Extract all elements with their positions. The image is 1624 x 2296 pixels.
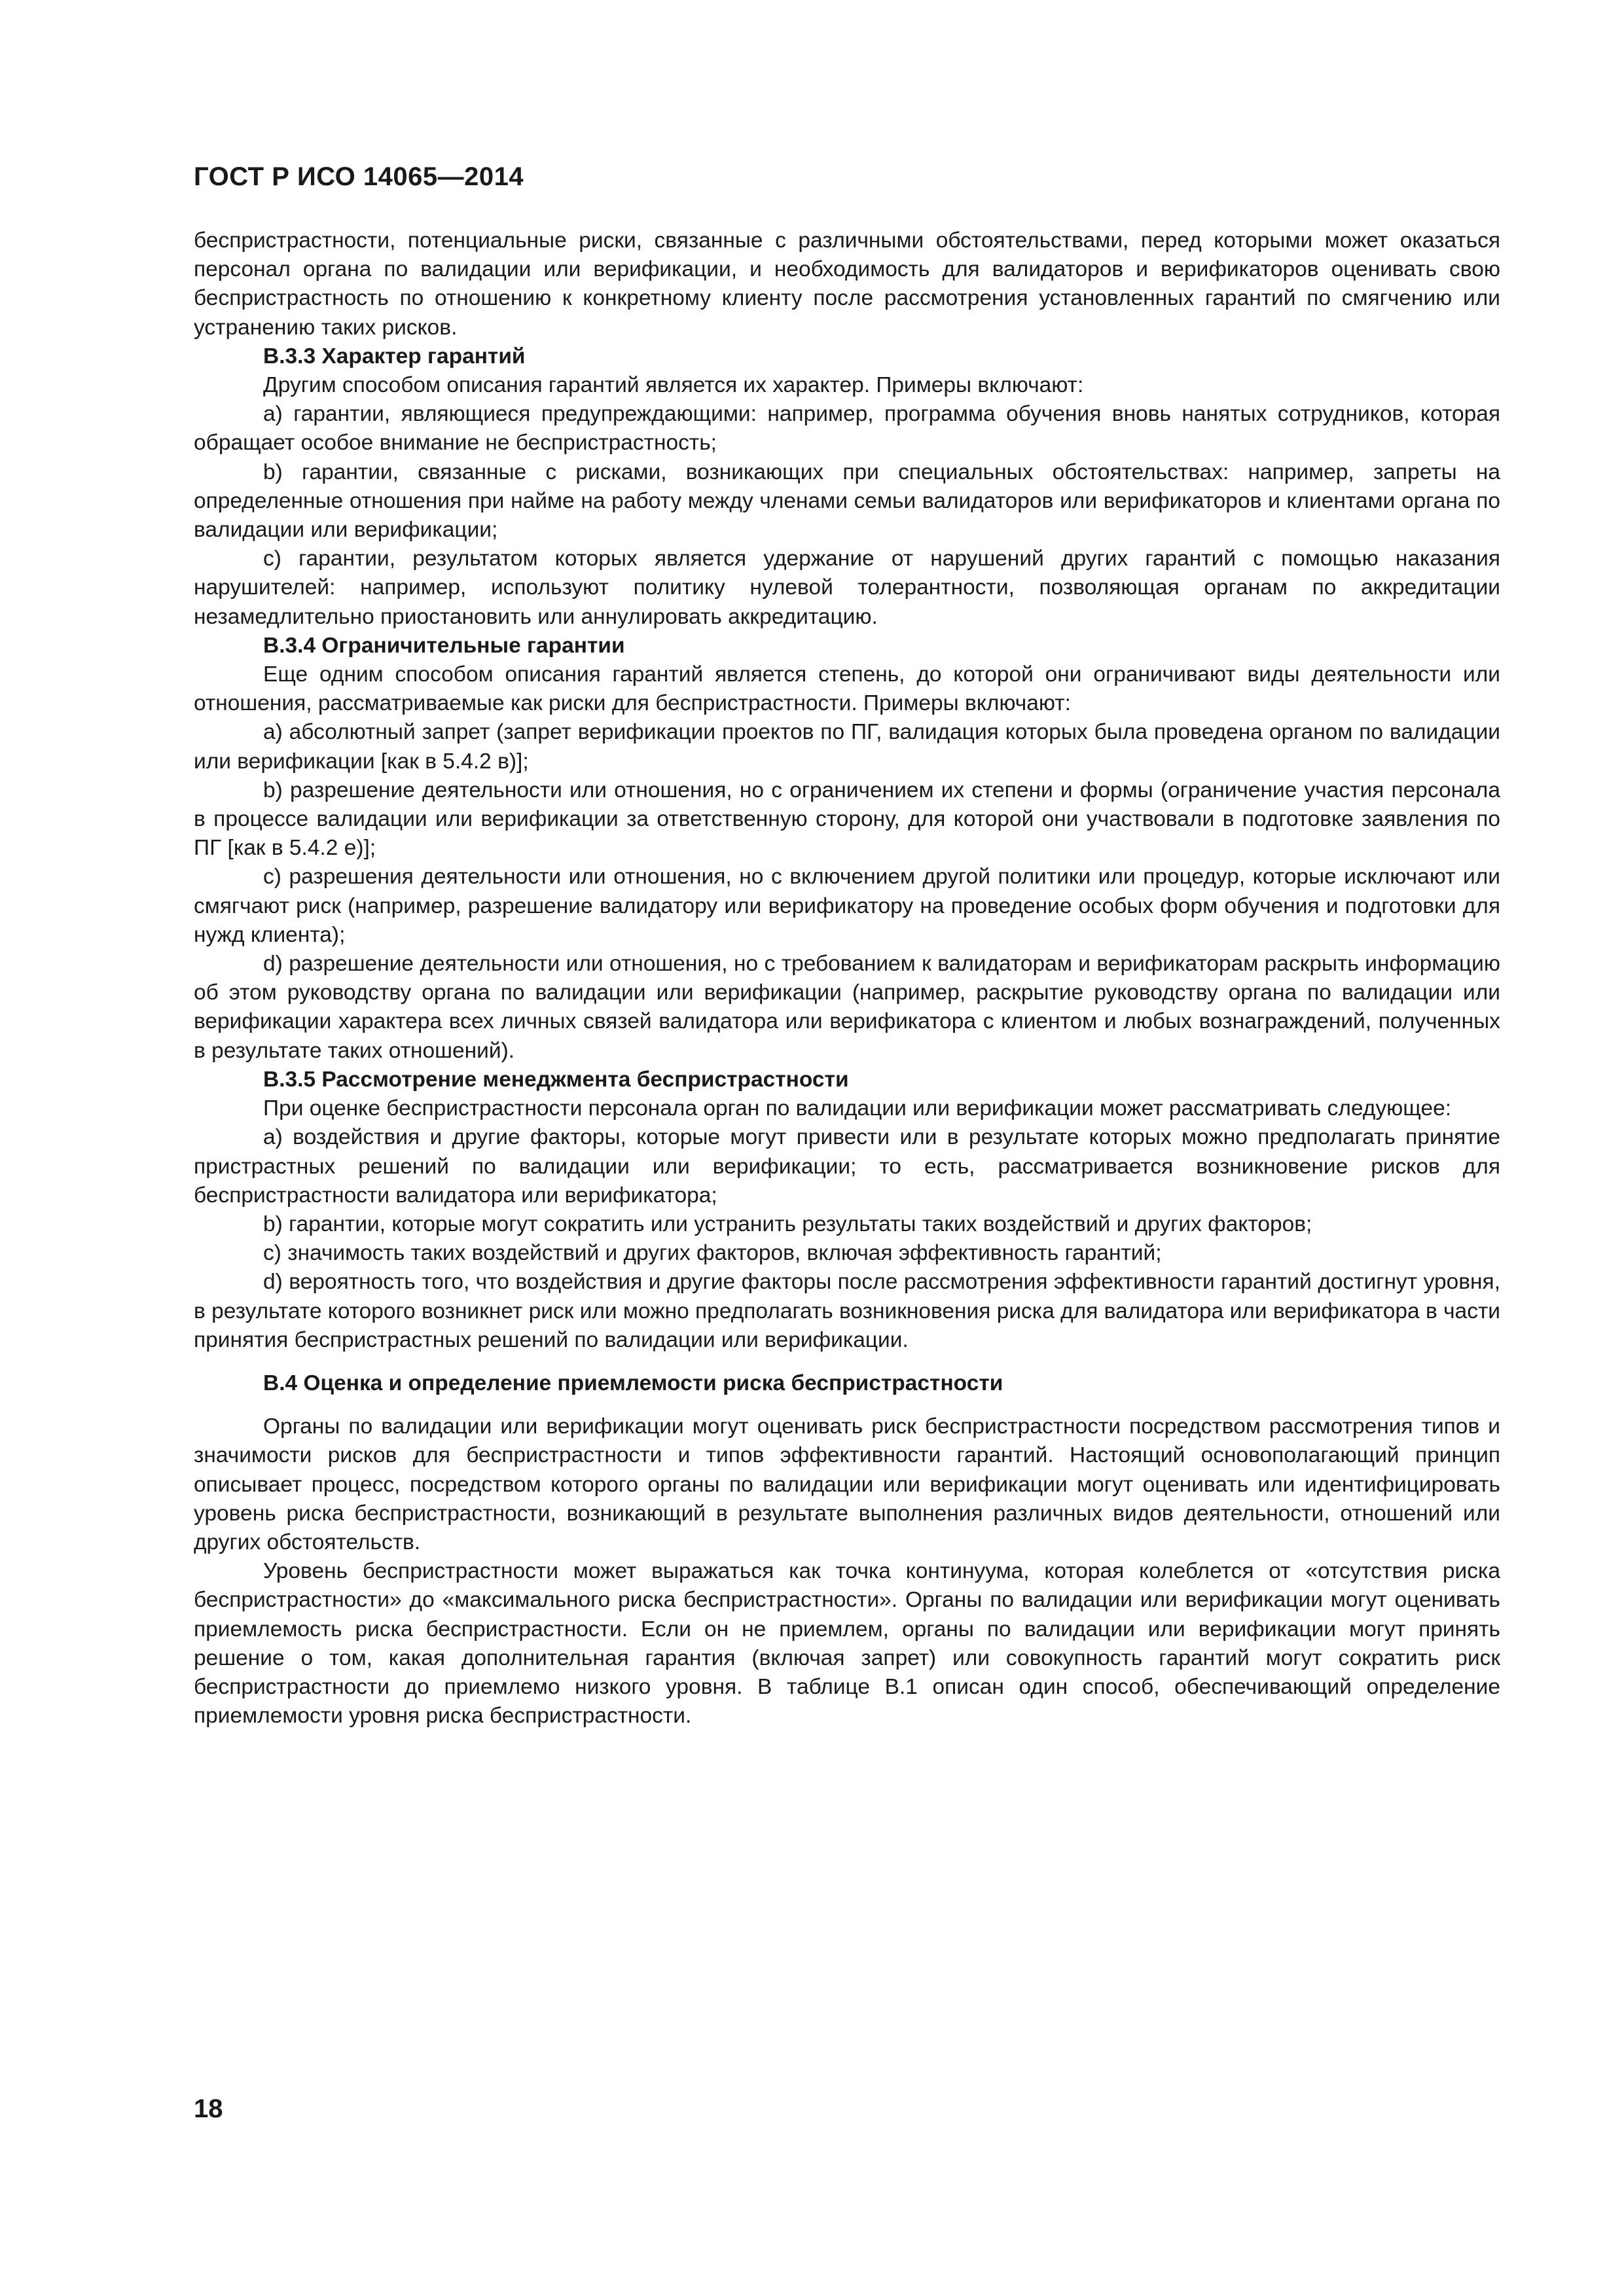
page-number: 18: [194, 2094, 223, 2123]
paragraph-b34-lead: Еще одним способом описания гарантий является степень, до которой они ограничивают виды деятельности или отношения, рассматриваемые как риски для беспристрастности. Примеры включают:: [194, 662, 1500, 716]
list-item-b35-a: a) воздействия и другие факторы, которые могут привести или в результате которых можно предполагать принятие пристрастных решений по валидации или верификации; то есть, рассматривается возникновение рисков для беспристрастности валидатора или верификатора;: [194, 1125, 1500, 1208]
section-heading-b33: B.3.3 Характер гарантий: [263, 344, 526, 368]
list-item-b33-b: b) гарантии, связанные с рисками, возникающих при специальных обстоятельствах: например, запреты на определенные отношения при найме на работу между членами семьи валидаторов или верификаторов и клиентами органа по валидации или верификации;: [194, 459, 1500, 543]
section-heading-b34: B.3.4 Ограничительные гарантии: [263, 633, 625, 658]
document-body: [194, 226, 1500, 1731]
list-item-b34-a: a) абсолютный запрет (запрет верификации проектов по ПГ, валидация которых была проведена органом по валидации или верификации [как в 5.4.2 в)];: [194, 720, 1500, 774]
paragraph-b4-2: Уровень беспристрастности может выражаться как точка континуума, которая колеблется от «отсутствия риска беспристрастности» до «максимального риска беспристрастности». Органы по валидации или верификации могут оценивать приемлемость риска беспристрастности. Если он не приемлем, органы по валидации или верификации могут принять решение о том, какая дополнительная гарантия (включая запрет) или совокупность гарантий могут сократить риск беспристрастности до приемлемо низкого уровня. В таблице B.1 описан один способ, обеспечивающий определение приемлемости уровня риска беспристрастности.: [194, 1559, 1500, 1729]
paragraph-b33-lead: Другим способом описания гарантий является их характер. Примеры включают:: [263, 373, 1084, 398]
list-item-b33-a: a) гарантии, являющиеся предупреждающими: например, программа обучения вновь нанятых сотрудников, которая обращает особое внимание не беспристрастность;: [194, 402, 1500, 456]
paragraph-b4-1: Органы по валидации или верификации могут оценивать риск беспристрастности посредством рассмотрения типов и значимости рисков для беспристрастности и типов эффективности гарантий. Настоящий основополагающий принцип описывает процесс, посредством которого органы по валидации или верификации могут оценивать или идентифицировать уровень риска беспристрастности, возникающий в результате выполнения различных видов деятельности, отношений или других обстоятельств.: [194, 1414, 1500, 1554]
list-item-b33-c: c) гарантии, результатом которых является удержание от нарушений других гарантий с помощью наказания нарушителей: например, используют политику нулевой толерантности, позволяющая органам по аккредитации незамедлительно приостановить или аннулировать аккредитацию.: [194, 547, 1500, 629]
list-item-b35-c: c) значимость таких воздействий и других факторов, включая эффективность гарантий;: [263, 1241, 1162, 1266]
paragraph-intro: беспристрастности, потенциальные риски, связанные с различными обстоятельствами, перед которыми может оказаться персонал органа по валидации или верификации, и необходимость для валидаторов и верификаторов оценивать свою беспристрастность по отношению к конкретному клиенту после рассмотрения установленных гарантий по смягчению или устранению таких рисков.: [194, 228, 1500, 340]
section-heading-b35: B.3.5 Рассмотрение менеджмента беспристрастности: [263, 1067, 849, 1092]
standard-header: ГОСТ Р ИСО 14065—2014: [194, 162, 524, 191]
list-item-b34-d: d) разрешение деятельности или отношения, но с требованием к валидаторам и верификаторам раскрыть информацию об этом руководству органа по валидации или верификации (например, раскрытие руководству органа по валидации или верификации характера всех личных связей валидатора или верификатора с клиентом и любых вознаграждений, полученных в результате таких отношений).: [194, 952, 1500, 1063]
list-item-b34-c: c) разрешения деятельности или отношения, но с включением другой политики или процедур, которые исключают или смягчают риск (например, разрешение валидатору или верификатору на проведение особых форм обучения и подготовки для нужд клиента);: [194, 865, 1500, 947]
section-heading-b4: B.4 Оценка и определение приемлемости риска беспристрастности: [263, 1371, 1003, 1395]
paragraph-b35-lead: При оценке беспристрастности персонала орган по валидации или верификации может рассматривать следующее:: [263, 1096, 1452, 1121]
list-item-b35-d: d) вероятность того, что воздействия и другие факторы после рассмотрения эффективности гарантий достигнут уровня, в результате которого возникнет риск или можно предполагать возникновения риска для валидатора или верификатора в части принятия беспристрастных решений по валидации или верификации.: [194, 1270, 1500, 1352]
list-item-b34-b: b) разрешение деятельности или отношения, но с ограничением их степени и формы (ограничение участия персонала в процессе валидации или верификации за ответственную сторону, для которой они участвовали в подготовке заявления по ПГ [как в 5.4.2 е)];: [194, 778, 1500, 861]
list-item-b35-b: b) гарантии, которые могут сократить или устранить результаты таких воздействий и других факторов;: [263, 1211, 1312, 1236]
